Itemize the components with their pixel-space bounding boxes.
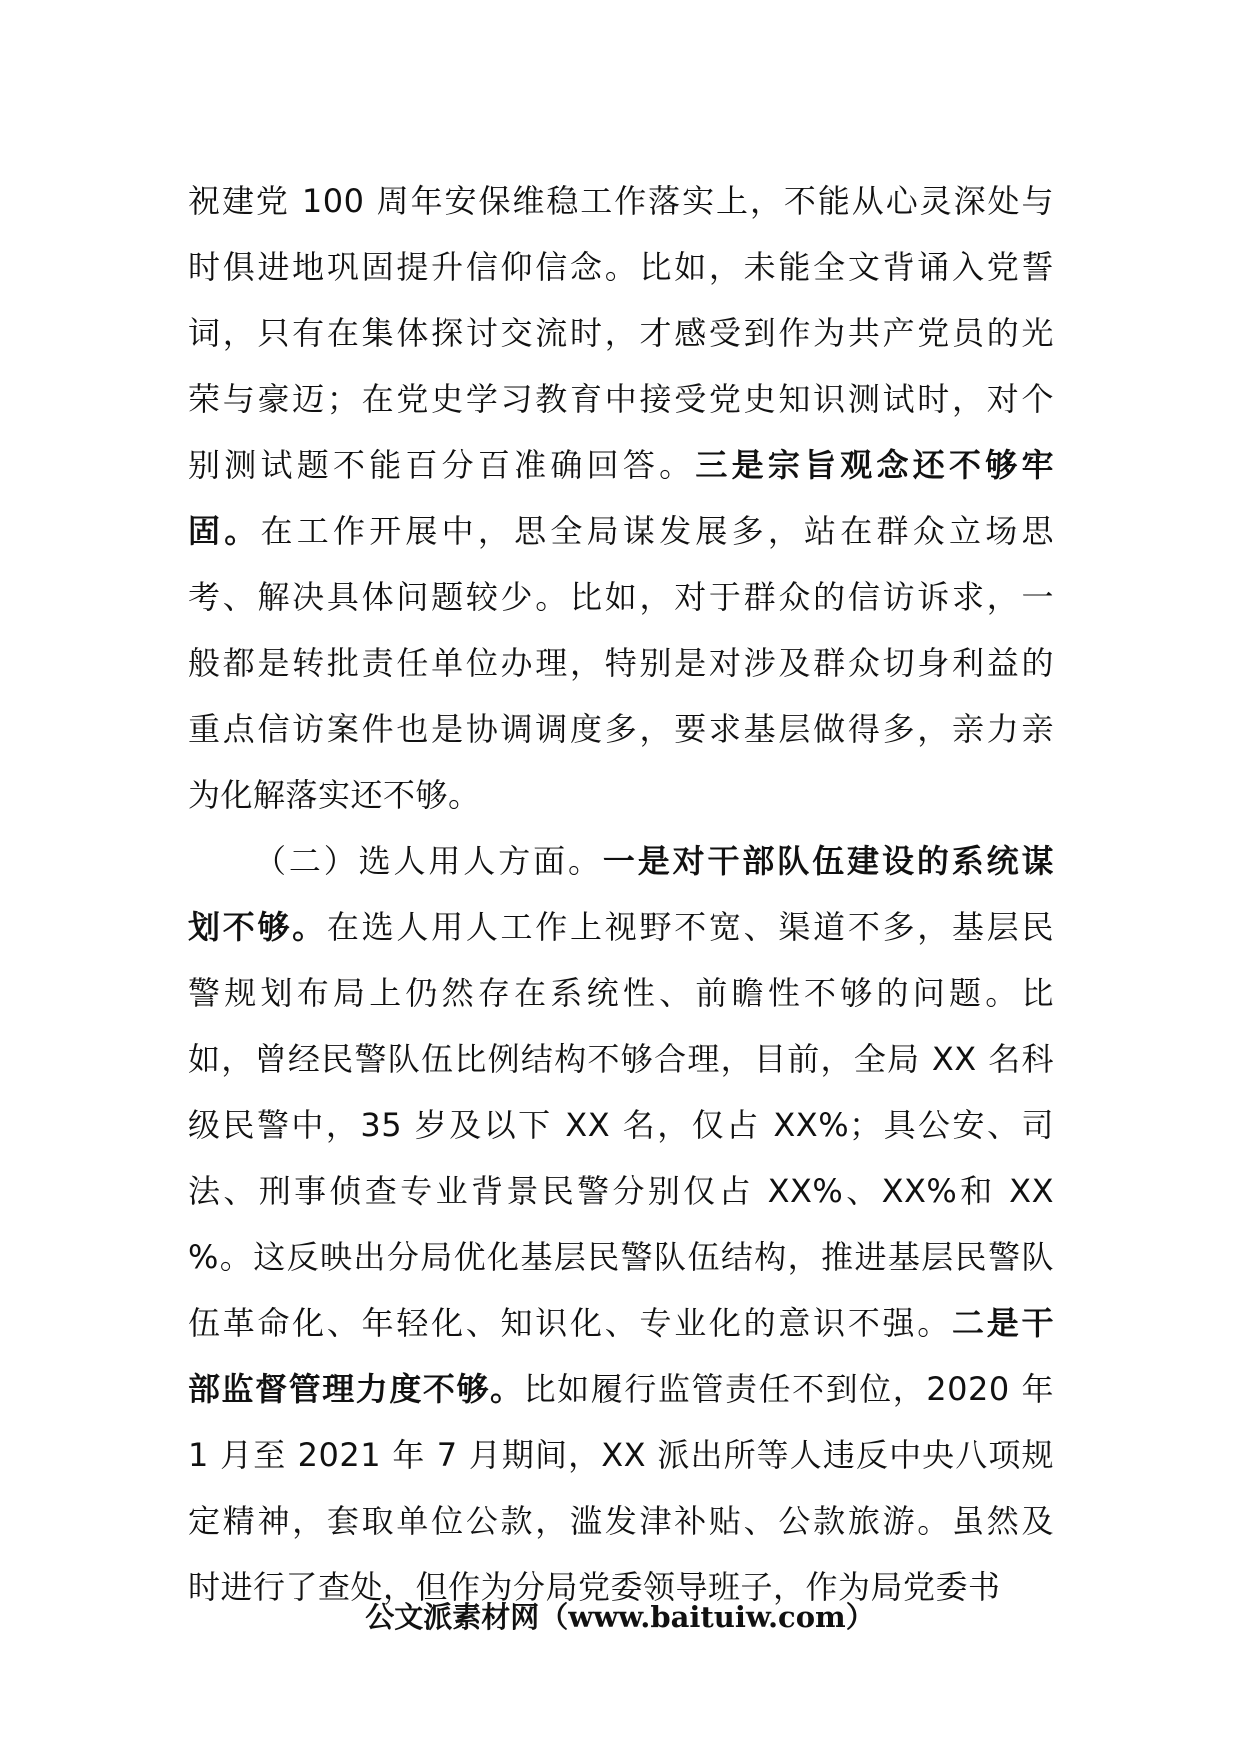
text-line	[188, 498, 1054, 564]
text-line	[188, 1224, 1054, 1290]
text-line	[188, 1488, 1054, 1554]
text-segment: 级民警中，35 岁及以下 XX 名，仅占 XX%；具公安、司	[188, 1106, 1054, 1144]
text-segment: 时进行了查处，但作为分局党委领导班子，作为局党委书	[188, 1568, 1001, 1606]
text-line	[188, 1158, 1054, 1224]
text-line	[188, 894, 1054, 960]
text-segment: 别测试题不能百分百准确回答。	[188, 446, 696, 484]
text-line	[188, 564, 1054, 630]
text-line	[188, 1356, 1054, 1422]
text-segment: 比如履行监管责任不到位，2020 年	[523, 1370, 1054, 1408]
text-line	[188, 762, 1054, 828]
text-segment: 法、刑事侦查专业背景民警分别仅占 XX%、XX%和 XX	[188, 1172, 1054, 1210]
text-line	[188, 300, 1054, 366]
text-line	[188, 630, 1054, 696]
text-line	[188, 1290, 1054, 1356]
text-segment: 般都是转批责任单位办理，特别是对涉及群众切身利益的	[188, 644, 1054, 682]
text-line	[188, 960, 1054, 1026]
text-line	[188, 168, 1054, 234]
bold-text-segment: 三是宗旨观念还不够牢	[695, 446, 1054, 484]
bold-text-segment: 固。	[188, 512, 261, 550]
bold-text-segment: 部监督管理力度不够。	[188, 1370, 524, 1408]
text-line	[188, 432, 1054, 498]
text-line	[188, 1422, 1054, 1488]
text-segment: 在工作开展中，思全局谋发展多，站在群众立场思	[260, 512, 1054, 550]
text-segment: （二）选人用人方面。	[254, 842, 603, 880]
text-segment: 定精神，套取单位公款，滥发津补贴、公款旅游。虽然及	[188, 1502, 1054, 1540]
document-body	[188, 168, 1054, 1620]
text-line	[188, 234, 1054, 300]
text-line	[188, 1092, 1054, 1158]
text-line	[188, 366, 1054, 432]
text-segment: 如，曾经民警队伍比例结构不够合理，目前，全局 XX 名科	[188, 1040, 1054, 1078]
text-segment: 祝建党 100 周年安保维稳工作落实上，不能从心灵深处与	[188, 182, 1054, 220]
text-segment: 为化解落实还不够。	[188, 776, 481, 814]
bold-text-segment: 一是对干部队伍建设的系统谋	[602, 842, 1054, 880]
text-segment: 时俱进地巩固提升信仰信念。比如，未能全文背诵入党誓	[188, 248, 1054, 286]
text-segment: 1 月至 2021 年 7 月期间，XX 派出所等人违反中央八项规	[188, 1436, 1054, 1474]
text-segment: 荣与豪迈；在党史学习教育中接受党史知识测试时，对个	[188, 380, 1054, 418]
text-line	[188, 1026, 1054, 1092]
text-segment: 伍革命化、年轻化、知识化、专业化的意识不强。	[188, 1304, 953, 1342]
text-segment: 警规划布局上仍然存在系统性、前瞻性不够的问题。比	[188, 974, 1054, 1012]
bold-text-segment: 二是干	[952, 1304, 1054, 1342]
footer-watermark: 公文派素材网（www.baituiw.com）	[365, 1600, 875, 1634]
text-segment: 在选人用人工作上视野不宽、渠道不多，基层民	[326, 908, 1054, 946]
bold-text-segment: 划不够。	[188, 908, 327, 946]
text-segment: 词，只有在集体探讨交流时，才感受到作为共产党员的光	[188, 314, 1054, 352]
text-line	[188, 828, 1054, 894]
text-segment: %。这反映出分局优化基层民警队伍结构，推进基层民警队	[188, 1238, 1054, 1276]
text-segment: 考、解决具体问题较少。比如，对于群众的信访诉求，一	[188, 578, 1054, 616]
text-line	[188, 696, 1054, 762]
text-segment: 重点信访案件也是协调调度多，要求基层做得多，亲力亲	[188, 710, 1054, 748]
